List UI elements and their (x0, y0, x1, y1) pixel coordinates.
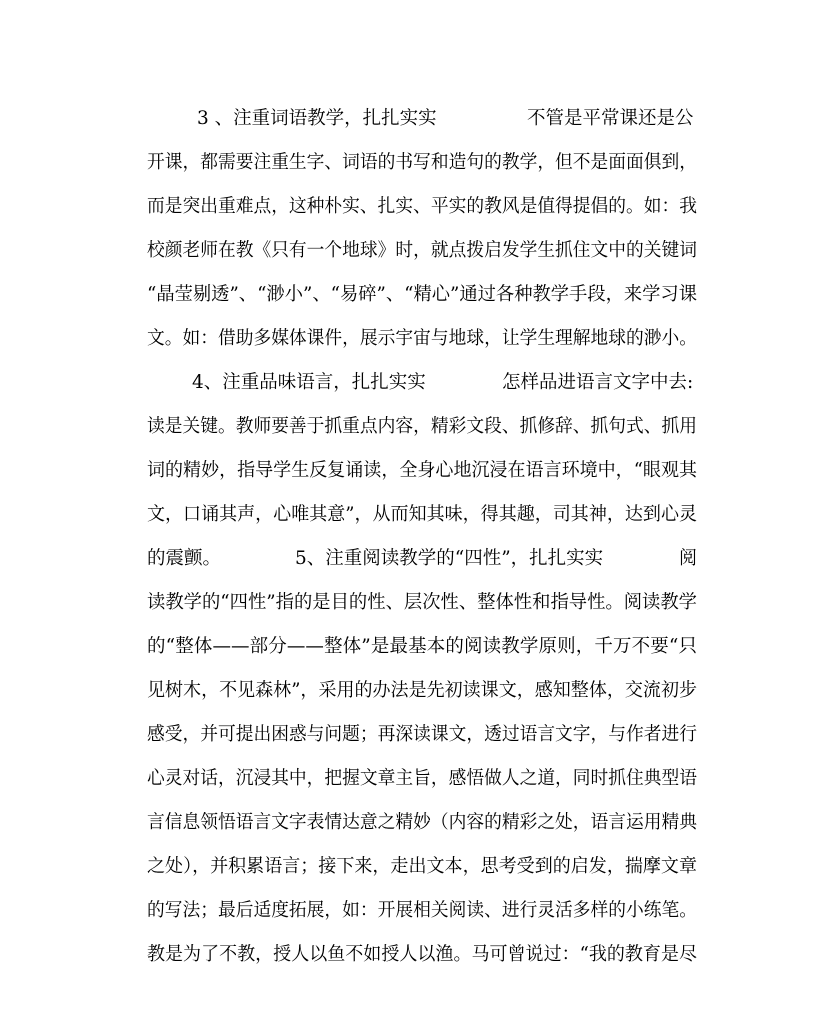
text-line: 感受，并可提出困惑与问题；再深读课文，透过语言文字，与作者进行 (147, 724, 697, 745)
paragraph-text: 的震颤。 (147, 548, 222, 569)
text-line (147, 544, 697, 574)
section-heading-5: 5、注重阅读教学的“四性”，扎扎实实 (295, 548, 604, 569)
text-line: 词的精妙，指导学生反复诵读，全身心地沉浸在语言环境中，“眼观其 (147, 460, 697, 481)
text-line: 开课，都需要注重生字、词语的书写和造句的教学，但不是面面俱到， (147, 152, 697, 173)
text-line: 校颜老师在教《只有一个地球》时，就点拨启发学生抓住文中的关键词 (147, 240, 697, 261)
text-line: 见树木，不见森林”，采用的办法是先初读课文，感知整体，交流初步 (147, 680, 697, 701)
text-line: 的“整体——部分——整体”是最基本的阅读教学原则，千万不要“只 (147, 636, 697, 657)
section-heading-3: 3 、注重词语教学，扎扎实实 (197, 108, 437, 129)
text-line: 的写法；最后适度拓展，如：开展相关阅读、进行灵活多样的小练笔。 (147, 900, 697, 921)
text-line: 文。如：借助多媒体课件，展示宇宙与地球，让学生理解地球的渺小。 (147, 328, 697, 349)
text-line: 而是突出重难点，这种朴实、扎实、平实的教风是值得提倡的。如：我 (147, 196, 697, 217)
text-line: 读教学的“四性”指的是目的性、层次性、整体性和指导性。阅读教学 (147, 592, 697, 613)
text-line: 文，口诵其声，心唯其意”，从而知其味，得其趣，司其神，达到心灵 (147, 504, 697, 525)
text-line (147, 368, 697, 398)
section-heading-4: 4、注重品味语言，扎扎实实 (192, 372, 426, 393)
text-line: “晶莹剔透”、“渺小”、“易碎”、“精心”通过各种教学手段，来学习课 (147, 284, 697, 305)
text-line: 之处），并积累语言；接下来，走出文本，思考受到的启发，揣摩文章 (147, 856, 697, 877)
text-line: 读是关键。教师要善于抓重点内容，精彩文段、抓修辞、抓句式、抓用 (147, 416, 697, 437)
text-line: 教是为了不教，授人以鱼不如授人以渔。马可曾说过：“我的教育是尽 (147, 944, 697, 965)
text-line (147, 104, 697, 134)
paragraph-text: 阅 (679, 548, 697, 569)
paragraph-text: 怎样品进语言文字中去: (502, 372, 694, 393)
text-line: 言信息领悟语言文字表情达意之精妙（内容的精彩之处，语言运用精典 (147, 812, 697, 833)
paragraph-text: 不管是平常课还是公 (527, 108, 694, 129)
text-line: 心灵对话，沉浸其中，把握文章主旨，感悟做人之道，同时抓住典型语 (147, 768, 697, 789)
